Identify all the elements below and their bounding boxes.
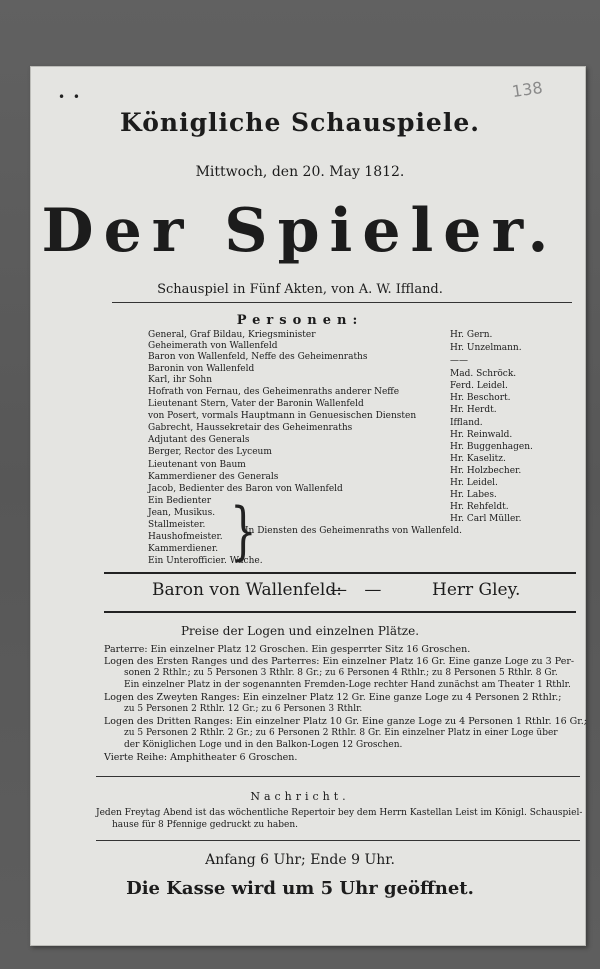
notice-line: hause für 8 Pfennige gedruckt zu haben. — [112, 820, 298, 830]
cast-role: Jean, Musikus. — [148, 508, 216, 518]
notice-line: Jeden Freytag Abend ist das wöchentliche Repertoir bey dem Herrn Kastellan Leist im Königl. Schauspiel- — [96, 808, 583, 818]
divider — [112, 302, 572, 303]
cast-actor: Hr. Rehfeldt. — [450, 502, 509, 512]
price-line: sonen 2 Rthlr.; zu 5 Personen 3 Rthlr. 8 Gr.; zu 6 Personen 4 Rthlr.; zu 8 Personen 5 Rthlr. 8 Gr. — [124, 668, 558, 678]
cast-actor: Iffland. — [450, 418, 483, 428]
price-line: Logen des Ersten Ranges und des Parterres: Ein einzelner Platz 16 Gr. Eine ganze Loge zu 3 Per- — [104, 656, 575, 667]
play-subtitle: Schauspiel in Fünf Akten, von A. W. Iffland. — [157, 282, 443, 297]
price-line: Ein einzelner Platz in der sogenannten Fremden-Loge rechter Hand zunächst am Theater 1 Rthlr. — [124, 680, 571, 690]
cast-role: Gabrecht, Haussekretair des Geheimenraths — [148, 423, 353, 433]
box-office-opening: Die Kasse wird um 5 Uhr geöffnet. — [126, 878, 474, 899]
cast-actor: Ferd. Leidel. — [450, 381, 508, 391]
price-line: zu 5 Personen 2 Rthlr. 2 Gr.; zu 6 Personen 2 Rthlr. 8 Gr. Ein einzelner Platz in einer Loge über — [124, 728, 558, 738]
margin-mark: • • — [58, 90, 82, 104]
cast-role: Lieutenant Stern, Vater der Baronin Wallenfeld — [148, 399, 364, 409]
cast-role: Stallmeister. — [148, 520, 206, 530]
cast-actor: Hr. Gern. — [450, 330, 493, 340]
cast-role: Baron von Wallenfeld, Neffe des Geheimenraths — [148, 352, 368, 362]
play-title: Der Spieler. — [41, 196, 559, 266]
cast-role: von Posert, vormals Hauptmann in Genuesischen Diensten — [148, 411, 417, 421]
cast-actor: Hr. Holzbecher. — [450, 466, 522, 476]
cast-actor: Mad. Schröck. — [450, 369, 517, 379]
cast-actor: —— — [450, 356, 468, 366]
price-line: Logen des Dritten Ranges: Ein einzelner Platz 10 Gr. Eine ganze Loge zu 4 Personen 1 Rthlr. 16 Gr.; — [104, 716, 587, 727]
cast-role: Baronin von Wallenfeld — [148, 364, 255, 374]
guest-actor: Herr Gley. — [432, 580, 521, 600]
cast-role: Jacob, Bedienter des Baron von Wallenfeld — [148, 484, 343, 494]
cast-actor: Hr. Carl Müller. — [450, 514, 522, 524]
cast-role: Kammerdiener. — [148, 544, 219, 554]
notice-heading: Nachricht. — [250, 790, 350, 803]
cast-actor: Hr. Beschort. — [450, 393, 511, 403]
cast-role: Geheimerath von Wallenfeld — [148, 341, 278, 351]
price-line: Logen des Zweyten Ranges: Ein einzelner Platz 12 Gr. Eine ganze Loge zu 4 Personen 2 Rthlr.; — [104, 692, 562, 703]
divider — [96, 840, 580, 841]
price-line: zu 5 Personen 2 Rthlr. 12 Gr.; zu 6 Personen 3 Rthlr. — [124, 704, 363, 714]
divider — [104, 572, 576, 574]
price-line: Parterre: Ein einzelner Platz 12 Groschen. Ein gesperrter Sitz 16 Groschen. — [104, 644, 471, 655]
price-line: der Königlichen Loge und in den Balkon-Logen 12 Groschen. — [124, 740, 403, 750]
prices-heading: Preise der Logen und einzelnen Plätze. — [180, 624, 420, 638]
brace-glyph: } — [230, 494, 257, 568]
brace-label: In Diensten des Geheimenraths von Wallenfeld. — [245, 526, 462, 536]
cast-role: Berger, Rector des Lyceum — [148, 447, 272, 457]
cast-actor: Hr. Leidel. — [450, 478, 498, 488]
cast-actor: Hr. Herdt. — [450, 405, 497, 415]
theatre-title: Königliche Schauspiele. — [120, 108, 480, 137]
price-line: Vierte Reihe: Amphitheater 6 Groschen. — [104, 752, 298, 763]
cast-role: Haushofmeister. — [148, 532, 223, 542]
guest-role: Baron von Wallenfeld: — [152, 580, 342, 600]
cast-heading: Personen: — [236, 313, 364, 328]
cast-actor: Hr. Buggenhagen. — [450, 442, 533, 452]
start-end-time: Anfang 6 Uhr; Ende 9 Uhr. — [205, 852, 395, 868]
archive-number: 138 — [510, 77, 544, 102]
cast-role: Lieutenant von Baum — [148, 460, 246, 470]
divider — [104, 611, 576, 613]
cast-actor: Hr. Kaselitz. — [450, 454, 506, 464]
divider — [96, 776, 580, 777]
cast-role: Ein Unterofficier. Wache. — [148, 556, 263, 566]
cast-role: Adjutant des Generals — [148, 435, 250, 445]
cast-role: Hofrath von Fernau, des Geheimenraths anderer Neffe — [148, 387, 400, 397]
guest-dash: — — — [330, 580, 388, 600]
cast-role: Ein Bedienter — [148, 496, 212, 506]
performance-date: Mittwoch, den 20. May 1812. — [195, 164, 405, 180]
cast-actor: Hr. Reinwald. — [450, 430, 513, 440]
cast-actor: Hr. Labes. — [450, 490, 497, 500]
cast-role: Kammerdiener des Generals — [148, 472, 279, 482]
cast-actor: Hr. Unzelmann. — [450, 343, 522, 353]
cast-role: Karl, ihr Sohn — [148, 375, 213, 385]
cast-role: General, Graf Bildau, Kriegsminister — [148, 330, 316, 340]
